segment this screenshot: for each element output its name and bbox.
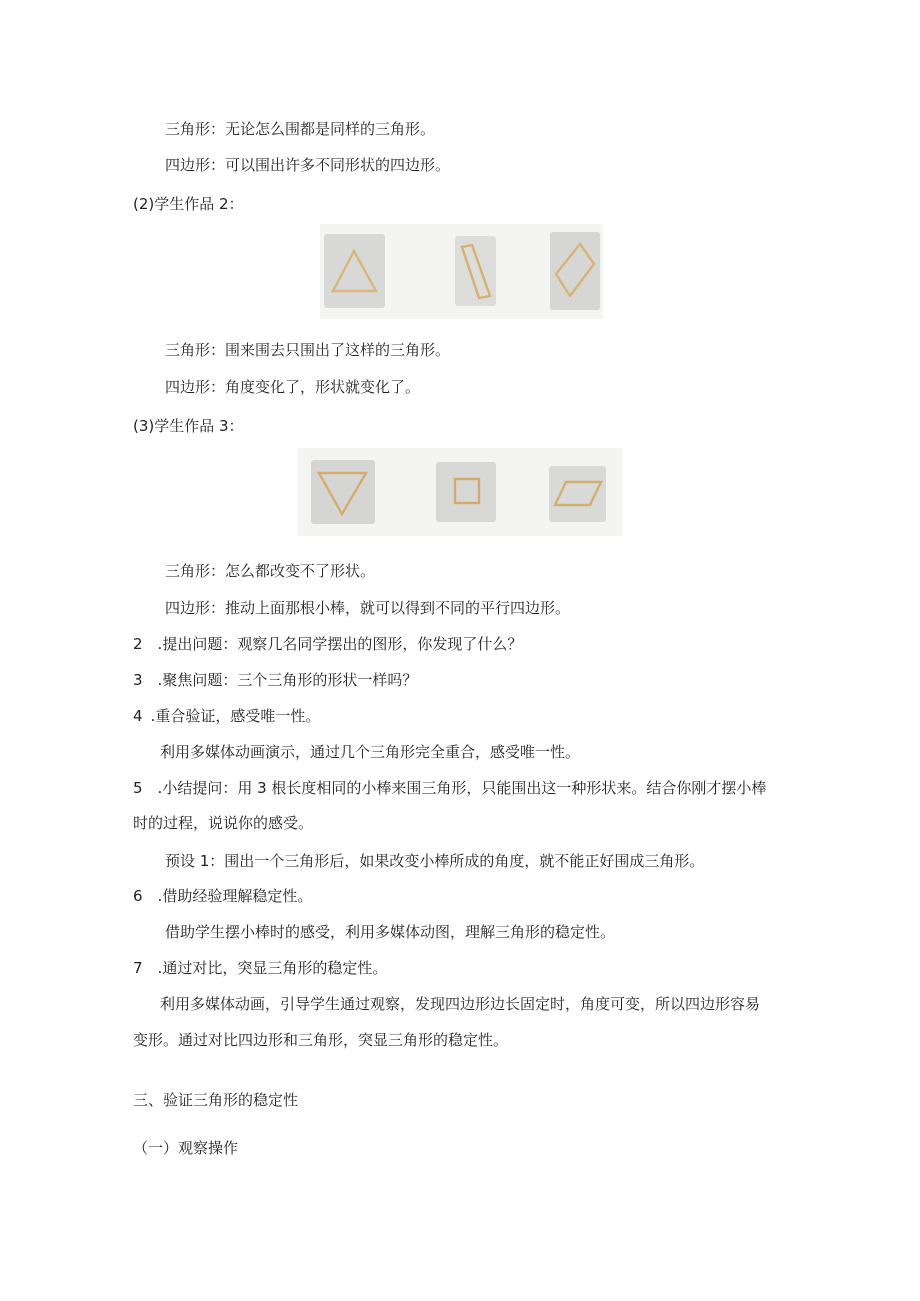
step-7 xyxy=(133,958,387,978)
step-3 xyxy=(133,670,417,690)
work2-heading: (2)学生作品 2： xyxy=(133,195,244,213)
step-number: 4 xyxy=(133,707,143,725)
work3-photo-strip xyxy=(297,448,623,536)
work2-triangle-note: 三角形：围来围去只围出了这样的三角形。 xyxy=(165,341,451,359)
step-4-detail: 利用多媒体动画演示，通过几个三角形完全重合，感受唯一性。 xyxy=(160,743,581,761)
step-text: .通过对比，突显三角形的稳定性。 xyxy=(157,959,388,977)
step-number: 6 xyxy=(133,887,143,905)
step-6 xyxy=(133,886,312,906)
step-7-detail-1: 利用多媒体动画，引导学生通过观察，发现四边形边长固定时，角度可变，所以四边形容易 xyxy=(160,995,761,1013)
step-number: 5 xyxy=(133,779,143,797)
step-text: .重合验证，感受唯一性。 xyxy=(150,707,321,725)
work2-parallelogram-photo xyxy=(455,236,496,306)
step-text: .提出问题：观察几名同学摆出的图形，你发现了什么？ xyxy=(157,635,523,653)
step-number: 3 xyxy=(133,671,143,689)
step-text: .小结提问：用 3 根长度相同的小棒来围三角形，只能围出这一种形状来。结合你刚才摆小棒 xyxy=(157,779,767,797)
work2-quad-note: 四边形：角度变化了，形状就变化了。 xyxy=(165,378,421,396)
step-text: .聚焦问题：三个三角形的形状一样吗？ xyxy=(157,671,418,689)
work3-triangle-photo xyxy=(311,460,375,524)
work3-parallelogram-photo xyxy=(549,466,606,522)
triangle-note-1: 三角形：无论怎么围都是同样的三角形。 xyxy=(165,120,436,138)
step-5-preset: 预设 1：围出一个三角形后，如果改变小棒所成的角度，就不能正好围成三角形。 xyxy=(165,852,705,870)
section-3-subtitle: （一）观察操作 xyxy=(133,1139,239,1157)
work3-quad-note: 四边形：推动上面那根小棒，就可以得到不同的平行四边形。 xyxy=(165,599,571,617)
work3-heading: (3)学生作品 3： xyxy=(133,417,244,435)
step-6-detail: 借助学生摆小棒时的感受，利用多媒体动图，理解三角形的稳定性。 xyxy=(165,923,616,941)
step-text: .借助经验理解稳定性。 xyxy=(157,887,313,905)
work2-photo-strip xyxy=(320,224,603,319)
work2-rhombus-photo xyxy=(550,232,600,310)
work2-triangle-photo xyxy=(324,234,385,308)
step-5 xyxy=(133,778,766,798)
work3-triangle-note: 三角形：怎么都改变不了形状。 xyxy=(165,562,376,580)
step-number: 2 xyxy=(133,635,143,653)
quad-note-1: 四边形：可以围出许多不同形状的四边形。 xyxy=(165,156,451,174)
section-3-title: 三、验证三角形的稳定性 xyxy=(133,1091,299,1109)
step-5-continued: 时的过程，说说你的感受。 xyxy=(133,814,314,832)
step-7-detail-2: 变形。通过对比四边形和三角形，突显三角形的稳定性。 xyxy=(133,1031,509,1049)
step-4 xyxy=(133,706,320,726)
step-number: 7 xyxy=(133,959,143,977)
step-2 xyxy=(133,634,522,654)
work3-square-photo xyxy=(436,462,496,522)
